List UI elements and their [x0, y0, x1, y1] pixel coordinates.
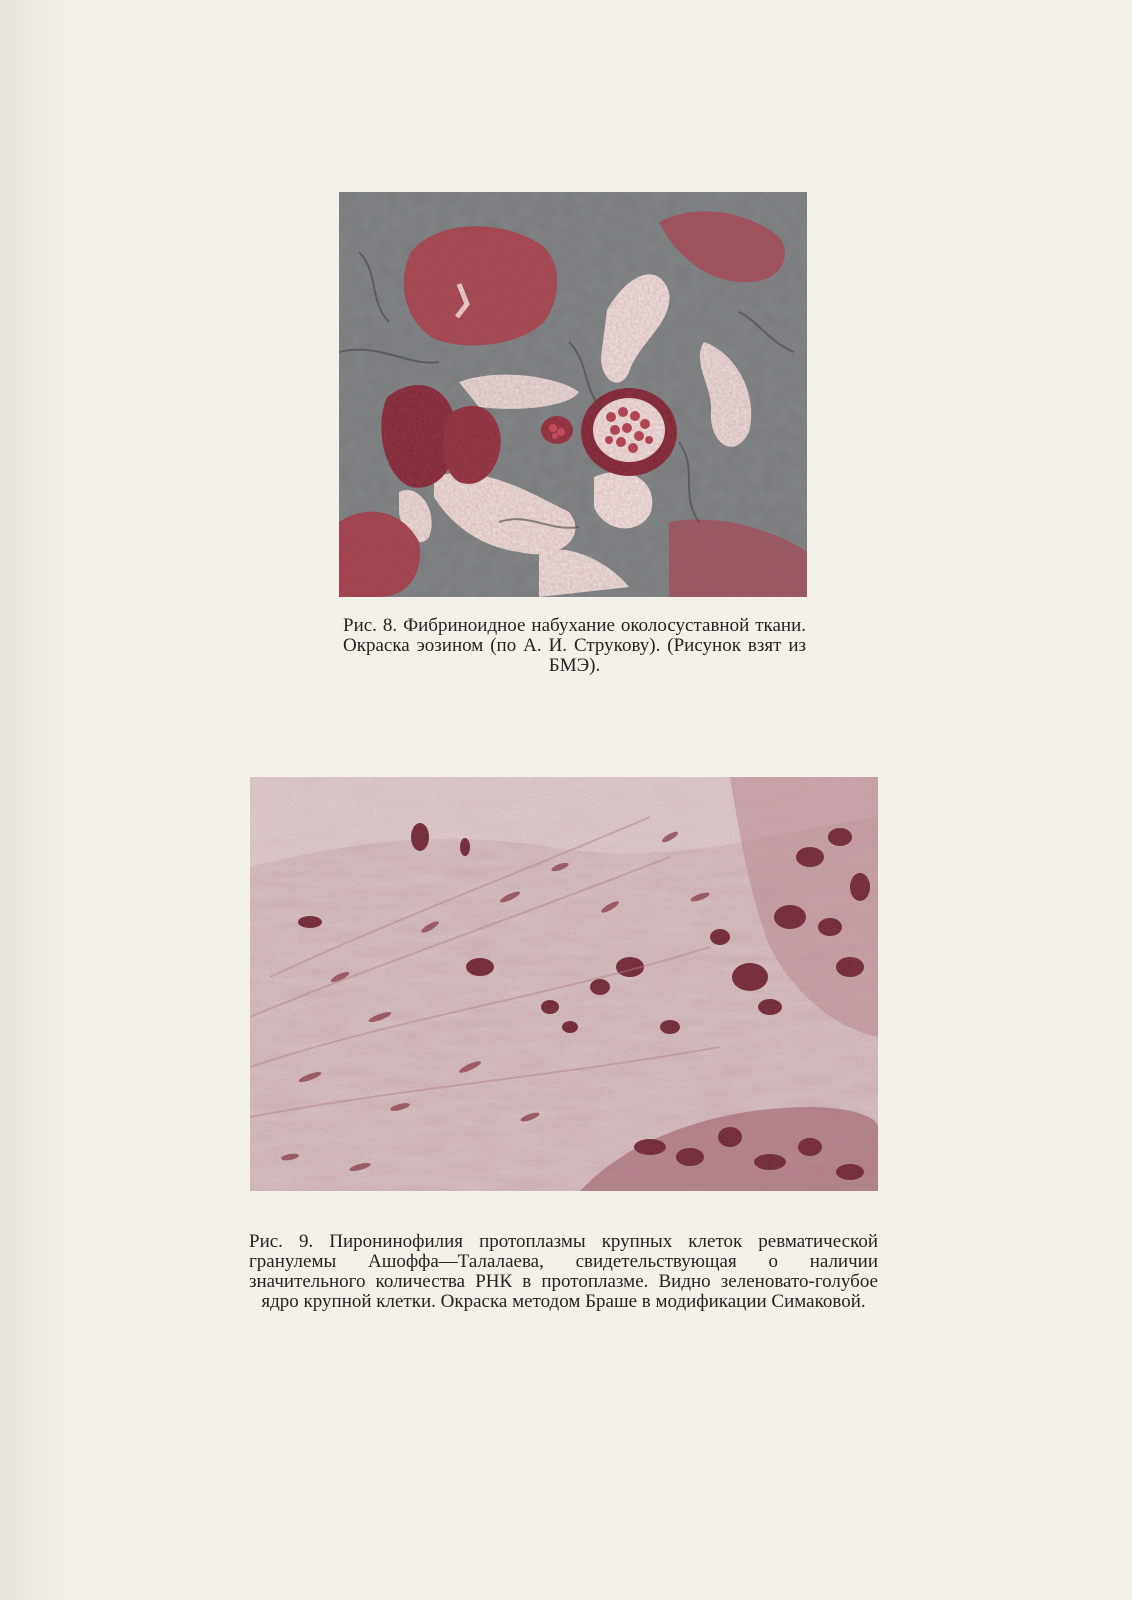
figure-9-label: Рис. 9. [249, 1231, 314, 1252]
figure-8-image [339, 192, 807, 597]
figure-8-caption-text: Фибриноидное набухание околосуставной ткани. Окраска эозином (по А. И. Струкову). (Рисунок взят из БМЭ). [343, 615, 806, 676]
figure-8-label: Рис. 8. [343, 615, 398, 636]
figure-9-caption-text: Пиронинофилия протоплазмы крупных клеток ревматической гранулемы Ашоффа—Талалаева, свидетельствующая о наличии значительного количества РНК в протоплазме. Видно зеленовато-голубое ядро крупной клетки. Окраска методом Браше в модификации Симаковой. [249, 1231, 878, 1312]
figure-9-caption [249, 1232, 878, 1312]
granuloma-tissue-illustration [250, 777, 878, 1191]
fibrinoid-tissue-illustration [339, 192, 807, 597]
figure-9-image [250, 777, 878, 1191]
figure-8-caption [343, 616, 806, 676]
page-binding-edge [0, 0, 72, 1600]
